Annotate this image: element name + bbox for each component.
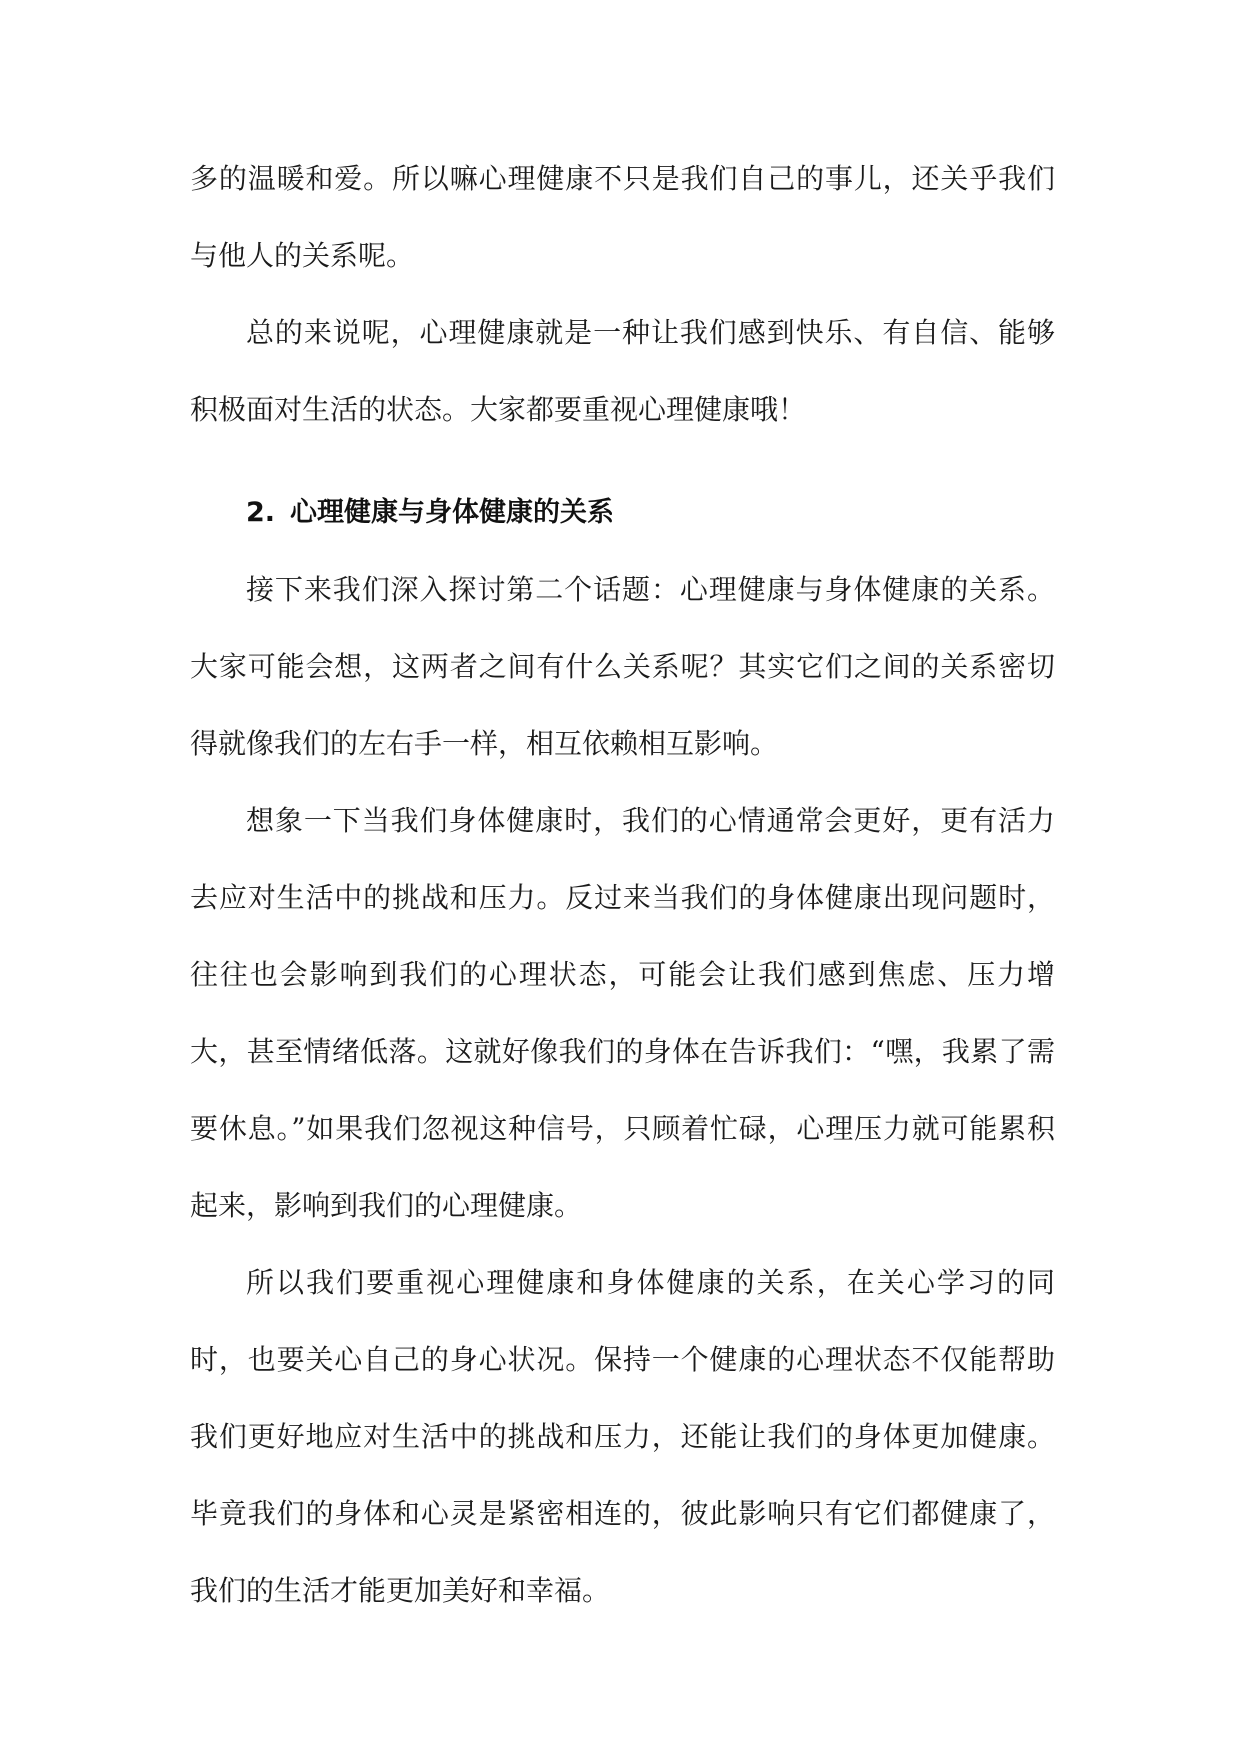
paragraph-example: 想象一下当我们身体健康时，我们的心情通常会更好，更有活力去应对生活中的挑战和压力。反过来当我们的身体健康出现问题时，往往也会影响到我们的心理状态，可能会让我们感到焦虑、压力增大，甚至情绪低落。这就好像我们的身体在告诉我们：“嘿，我累了需要休息。”如果我们忽视这种信号，只顾着忙碌，心理压力就可能累积起来，影响到我们的心理健康。	[190, 804, 1055, 1222]
paragraph-conclusion: 所以我们要重视心理健康和身体健康的关系，在关心学习的同时，也要关心自己的身心状况。保持一个健康的心理状态不仅能帮助我们更好地应对生活中的挑战和压力，还能让我们的身体更加健康。毕竟我们的身体和心灵是紧密相连的，彼此影响只有它们都健康了，我们的生活才能更加美好和幸福。	[190, 1266, 1055, 1607]
paragraph-summary: 总的来说呢，心理健康就是一种让我们感到快乐、有自信、能够积极面对生活的状态。大家都要重视心理健康哦！	[190, 316, 1055, 426]
section-number: 2.	[246, 497, 276, 528]
document-body	[190, 140, 1055, 1629]
section-heading	[190, 474, 1055, 551]
section-title: 心理健康与身体健康的关系	[290, 497, 614, 528]
paragraph-continuation: 多的温暖和爱。所以嘛心理健康不只是我们自己的事儿，还关乎我们与他人的关系呢。	[190, 162, 1055, 272]
paragraph-intro: 接下来我们深入探讨第二个话题：心理健康与身体健康的关系。大家可能会想，这两者之间有什么关系呢？其实它们之间的关系密切得就像我们的左右手一样，相互依赖相互影响。	[190, 573, 1055, 760]
